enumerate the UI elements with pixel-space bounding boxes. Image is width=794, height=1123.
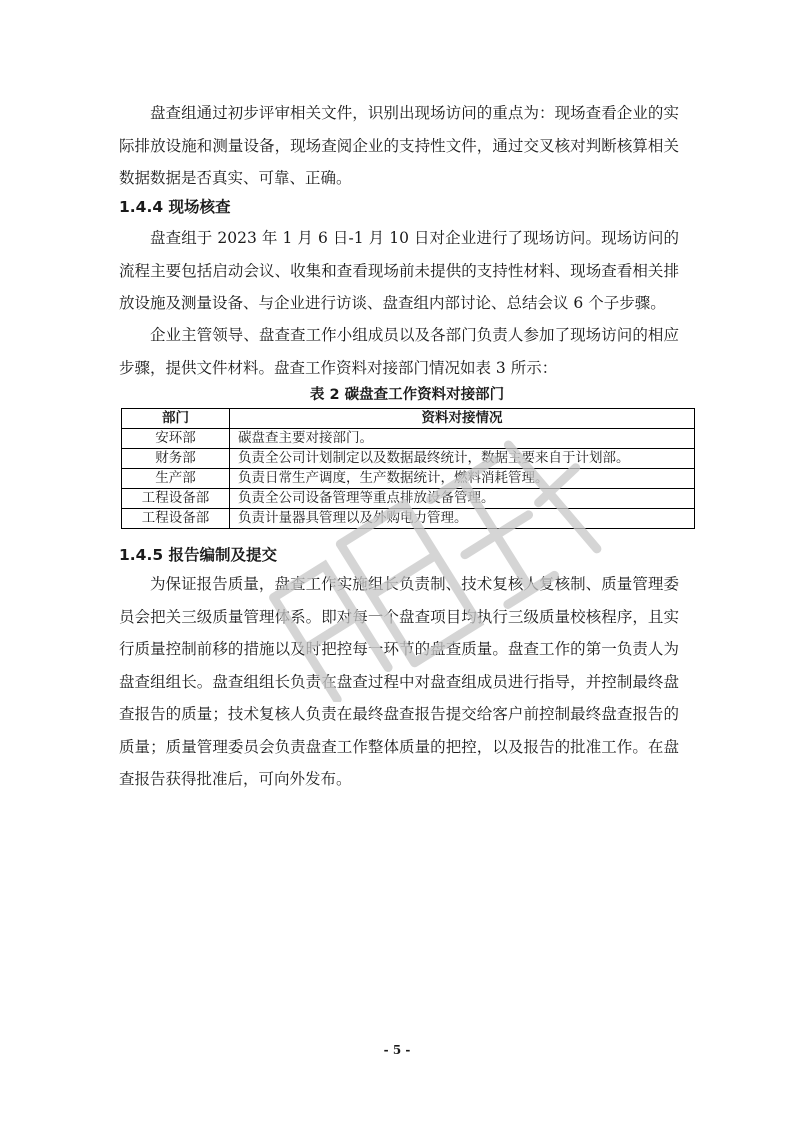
cell-info: 负责计量器具管理以及外购电力管理。 bbox=[230, 509, 695, 529]
table-row bbox=[122, 469, 695, 489]
paragraph-site-visit: 盘查组于 2023 年 1 月 6 日-1 月 10 日对企业进行了现场访问。现场访问的流程主要包括启动会议、收集和查看现场前未提供的支持性材料、现场查看相关排放设施及测量设备、与企业进行访谈、盘查组内部讨论、总结会议 6 个子步骤。 bbox=[119, 229, 679, 312]
department-table bbox=[121, 408, 695, 529]
cell-info: 负责日常生产调度，生产数据统计，燃料消耗管理。 bbox=[230, 469, 695, 489]
cell-info: 负责全公司设备管理等重点排放设备管理。 bbox=[230, 489, 695, 509]
table-caption: 表 2 碳盘查工作资料对接部门 bbox=[309, 387, 505, 403]
table-header-row bbox=[122, 409, 695, 429]
page-number: - 5 - bbox=[383, 1043, 411, 1057]
cell-department: 生产部 bbox=[122, 469, 230, 489]
cell-department: 安环部 bbox=[122, 429, 230, 449]
cell-department: 工程设备部 bbox=[122, 489, 230, 509]
paragraph-key-points: 盘查组通过初步评审相关文件，识别出现场访问的重点为：现场查看企业的实际排放设施和测量设备，现场查阅企业的支持性文件，通过交叉核对判断核算相关数据数据是否真实、可靠、正确。 bbox=[119, 104, 679, 187]
column-header-department: 部门 bbox=[122, 409, 230, 429]
table-row bbox=[122, 509, 695, 529]
table-row bbox=[122, 449, 695, 469]
section-heading-site-verification: 1.4.4 现场核查 bbox=[119, 198, 231, 216]
column-header-info: 资料对接情况 bbox=[230, 409, 695, 429]
table-row bbox=[122, 429, 695, 449]
table-row bbox=[122, 489, 695, 509]
cell-department: 财务部 bbox=[122, 449, 230, 469]
cell-department: 工程设备部 bbox=[122, 509, 230, 529]
section-heading-report: 1.4.5 报告编制及提交 bbox=[119, 546, 278, 564]
paragraph-quality-control: 为保证报告质量，盘查工作实施组长负责制、技术复核人复核制、质量管理委员会把关三级质量管理体系。即对每一个盘查项目均执行三级质量校核程序，且实行质量控制前移的措施以及时把控每一环节的盘查质量。盘查工作的第一负责人为盘查组组长。盘查组组长负责在盘查过程中对盘查组成员进行指导，并控制最终盘查报告的质量；技术复核人负责在最终盘查报告提交给客户前控制最终盘查报告的质量；质量管理委员会负责盘查工作整体质量的把控，以及报告的批准工作。在盘查报告获得批准后，可向外发布。 bbox=[119, 575, 679, 788]
paragraph-participants: 企业主管领导、盘查查工作小组成员以及各部门负责人参加了现场访问的相应步骤，提供文件材料。盘查工作资料对接部门情况如表 3 所示： bbox=[119, 326, 679, 377]
cell-info: 碳盘查主要对接部门。 bbox=[230, 429, 695, 449]
cell-info: 负责全公司计划制定以及数据最终统计，数据主要来自于计划部。 bbox=[230, 449, 695, 469]
